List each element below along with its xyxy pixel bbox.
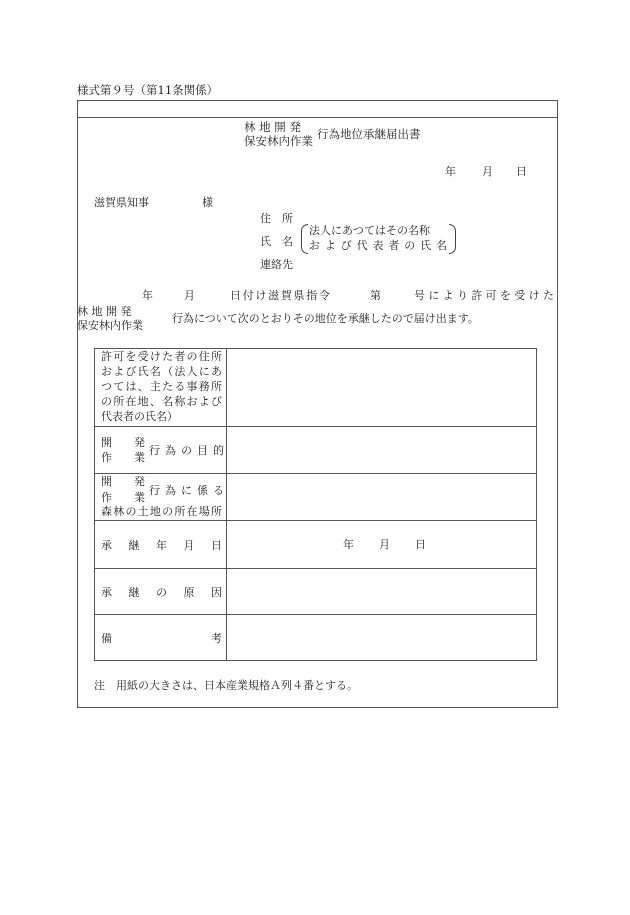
- permit-holder-label: [95, 349, 227, 427]
- note-right-bracket: [449, 224, 456, 254]
- location-label-top: 開 発: [101, 475, 145, 489]
- date-year-label: 年: [445, 165, 456, 178]
- permit-holder-label-line2: お よ び 氏 名 （ 法 人 に あ: [101, 365, 222, 379]
- table-row: [95, 615, 537, 661]
- date-day-label: 日: [516, 165, 527, 178]
- location-label: [95, 474, 227, 521]
- body-statement: 行為について次のとおりその地位を承継したので届け出ます。: [172, 312, 479, 325]
- body-number-prefix: 第: [370, 289, 381, 302]
- body-option-protection-forest-work: 保安林内作業: [77, 319, 143, 332]
- purpose-label-top: 開 発: [101, 435, 145, 449]
- location-value[interactable]: [227, 474, 537, 521]
- title-option-forest-development: 林 地 開 発: [244, 120, 301, 134]
- remarks-label-right: 考: [211, 631, 222, 645]
- body-year: 年: [142, 289, 153, 302]
- permit-holder-label-line1: 許 可 を 受 け た 者 の 住 所: [101, 350, 222, 364]
- location-label-line3: 森 林 の 土 地 の 所 在 場 所: [101, 505, 222, 519]
- table-row: [95, 474, 537, 521]
- remarks-value[interactable]: [227, 615, 537, 661]
- permit-holder-value[interactable]: [227, 349, 537, 427]
- applicant-note-line2: お よ び 代 表 者 の 氏 名: [309, 239, 447, 252]
- succession-date-label-text: 承 継 年 月 日: [101, 538, 222, 552]
- date-month-label: 月: [482, 165, 493, 178]
- addressee-name: 滋賀県知事: [94, 196, 149, 209]
- notification-table: [94, 348, 537, 661]
- paper-size-note: 注 用紙の大きさは、日本産業規格Ａ列４番とする。: [94, 679, 358, 692]
- permit-holder-label-line3: つ て は 、 主 た る 事 務 所: [101, 380, 222, 394]
- succession-date-label: [95, 521, 227, 569]
- succession-cause-label: [95, 569, 227, 615]
- applicant-note-line1: 法人にあつてはその名称: [309, 224, 430, 237]
- permit-holder-label-line4: の 所 在 地 、 名 称 お よ び: [101, 394, 222, 408]
- title-option-protection-forest-work: 保安林内作業: [244, 134, 313, 148]
- applicant-address-label: 住 所: [260, 212, 293, 225]
- succession-cause-value[interactable]: [227, 569, 537, 615]
- succession-date-value[interactable]: [227, 521, 537, 569]
- table-row: [95, 569, 537, 615]
- table-row: [95, 427, 537, 474]
- permit-holder-label-line5: 代表者の氏名）: [101, 409, 178, 423]
- succession-day-label: 日: [415, 537, 426, 551]
- location-label-bottom: 作 業: [101, 490, 145, 504]
- purpose-label-tail: 行 為 の 目 的: [149, 444, 224, 457]
- table-row: [95, 349, 537, 427]
- purpose-value[interactable]: [227, 427, 537, 474]
- body-permit-reference: 日 付 け 滋 賀 県 指 令: [230, 289, 330, 302]
- body-month: 月: [184, 289, 195, 302]
- note-left-bracket: [301, 224, 308, 254]
- applicant-contact-label: 連絡先: [260, 258, 293, 271]
- form-number: 様式第９号（第11条関係）: [77, 83, 219, 97]
- purpose-label: [95, 427, 227, 474]
- succession-cause-label-text: 承 継 の 原 因: [101, 585, 222, 599]
- succession-month-label: 月: [379, 537, 390, 551]
- remarks-label: [95, 615, 227, 661]
- remarks-label-left: 備: [101, 631, 112, 645]
- body-option-forest-development: 林 地 開 発: [77, 305, 132, 318]
- page-title: 行為地位承継届出書: [317, 127, 421, 141]
- table-row: [95, 521, 537, 569]
- succession-year-label: 年: [343, 537, 354, 551]
- body-permit-received: 号 に よ り 許 可 を 受 け た: [414, 289, 554, 302]
- header-band-divider: [77, 117, 557, 118]
- addressee-honorific: 様: [202, 196, 213, 209]
- purpose-label-bottom: 作 業: [101, 451, 145, 464]
- location-label-tail: 行 為 に 係 る: [149, 483, 224, 497]
- applicant-name-label: 氏 名: [260, 235, 293, 248]
